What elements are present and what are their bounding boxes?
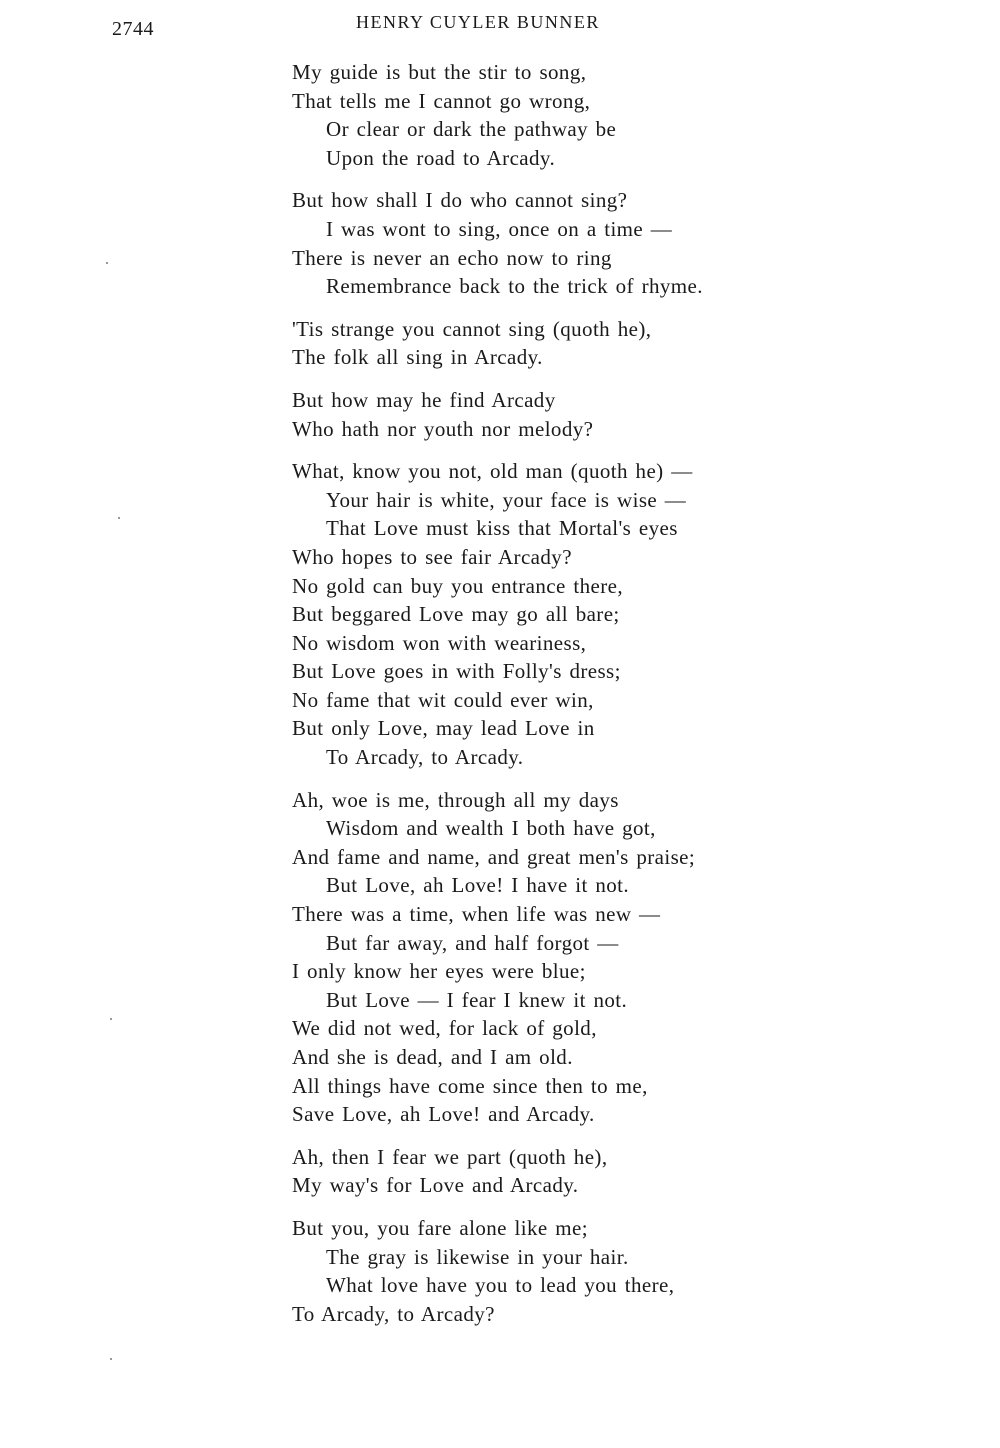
poem-line: But Love — I fear I knew it not. — [326, 987, 628, 1012]
poem-line: Ah, then I fear we part (quoth he), — [292, 1144, 608, 1169]
poem-line: Wisdom and wealth I both have got, — [326, 816, 656, 841]
poem-line: No wisdom won with weariness, — [292, 630, 587, 655]
poem-line: There is never an echo now to ring — [292, 245, 612, 270]
stanza — [292, 457, 852, 772]
poem-line: But beggared Love may go all bare; — [292, 602, 620, 627]
poem-line: But how shall I do who cannot sing? — [292, 188, 628, 213]
poem-line: That Love must kiss that Mortal's eyes — [326, 516, 678, 541]
poem-line: But only Love, may lead Love in — [292, 716, 595, 741]
poem-line: But Love goes in with Folly's dress; — [292, 659, 621, 684]
scan-speck — [118, 517, 120, 519]
poem-line: I was wont to sing, once on a time — — [326, 216, 673, 241]
poem-line: Ah, woe is me, through all my days — [292, 787, 619, 812]
stanza — [292, 1143, 852, 1200]
poem-line: Who hath nor youth nor melody? — [292, 416, 594, 441]
poem-line: Or clear or dark the pathway be — [326, 117, 617, 142]
poem-line: But you, you fare alone like me; — [292, 1215, 588, 1240]
stanza — [292, 386, 852, 443]
poem-line: We did not wed, for lack of gold, — [292, 1016, 597, 1041]
running-head: HENRY CUYLER BUNNER — [356, 12, 600, 32]
poem-line: Upon the road to Arcady. — [326, 145, 556, 170]
poem-line: That tells me I cannot go wrong, — [292, 88, 591, 113]
stanza — [292, 786, 852, 1129]
poem-line: Remembrance back to the trick of rhyme. — [326, 274, 703, 299]
poem-line: To Arcady, to Arcady? — [292, 1301, 495, 1326]
poem-line: To Arcady, to Arcady. — [326, 745, 524, 770]
scan-speck — [106, 262, 108, 264]
poem-line: But far away, and half forgot — — [326, 930, 619, 955]
poem-line: What, know you not, old man (quoth he) — — [292, 459, 693, 484]
poem-line: My guide is but the stir to song, — [292, 60, 587, 84]
poem-line: And she is dead, and I am old. — [292, 1045, 573, 1069]
poem-line: No gold can buy you entrance there, — [292, 573, 623, 598]
poem-line: But how may he find Arcady — [292, 387, 556, 412]
poem-line: Save Love, ah Love! and Arcady. — [292, 1102, 595, 1127]
stanza — [292, 315, 852, 372]
poem-line: And fame and name, and great men's praise; — [292, 844, 696, 869]
poem-body — [292, 58, 852, 1342]
poem-line: My way's for Love and Arcady. — [292, 1173, 579, 1198]
poem-line: The gray is likewise in your hair. — [326, 1244, 629, 1269]
poem-line: 'Tis strange you cannot sing (quoth he), — [292, 316, 652, 341]
poem-line: No fame that wit could ever win, — [292, 687, 594, 712]
poem-line: All things have come since then to me, — [292, 1073, 648, 1098]
stanza — [292, 1214, 852, 1328]
scan-speck — [110, 1018, 112, 1020]
poem-line: But Love, ah Love! I have it not. — [326, 873, 630, 898]
poem-line: Your hair is white, your face is wise — — [326, 487, 687, 512]
page-number: 2744 — [112, 18, 154, 40]
poem-line: Who hopes to see fair Arcady? — [292, 544, 572, 569]
poem-line: What love have you to lead you there, — [326, 1273, 675, 1298]
stanza — [292, 186, 852, 300]
poem-line: I only know her eyes were blue; — [292, 959, 586, 984]
scan-speck — [110, 1358, 112, 1360]
poem-line: There was a time, when life was new — — [292, 902, 661, 927]
poem-line: The folk all sing in Arcady. — [292, 345, 543, 370]
stanza — [292, 58, 852, 172]
